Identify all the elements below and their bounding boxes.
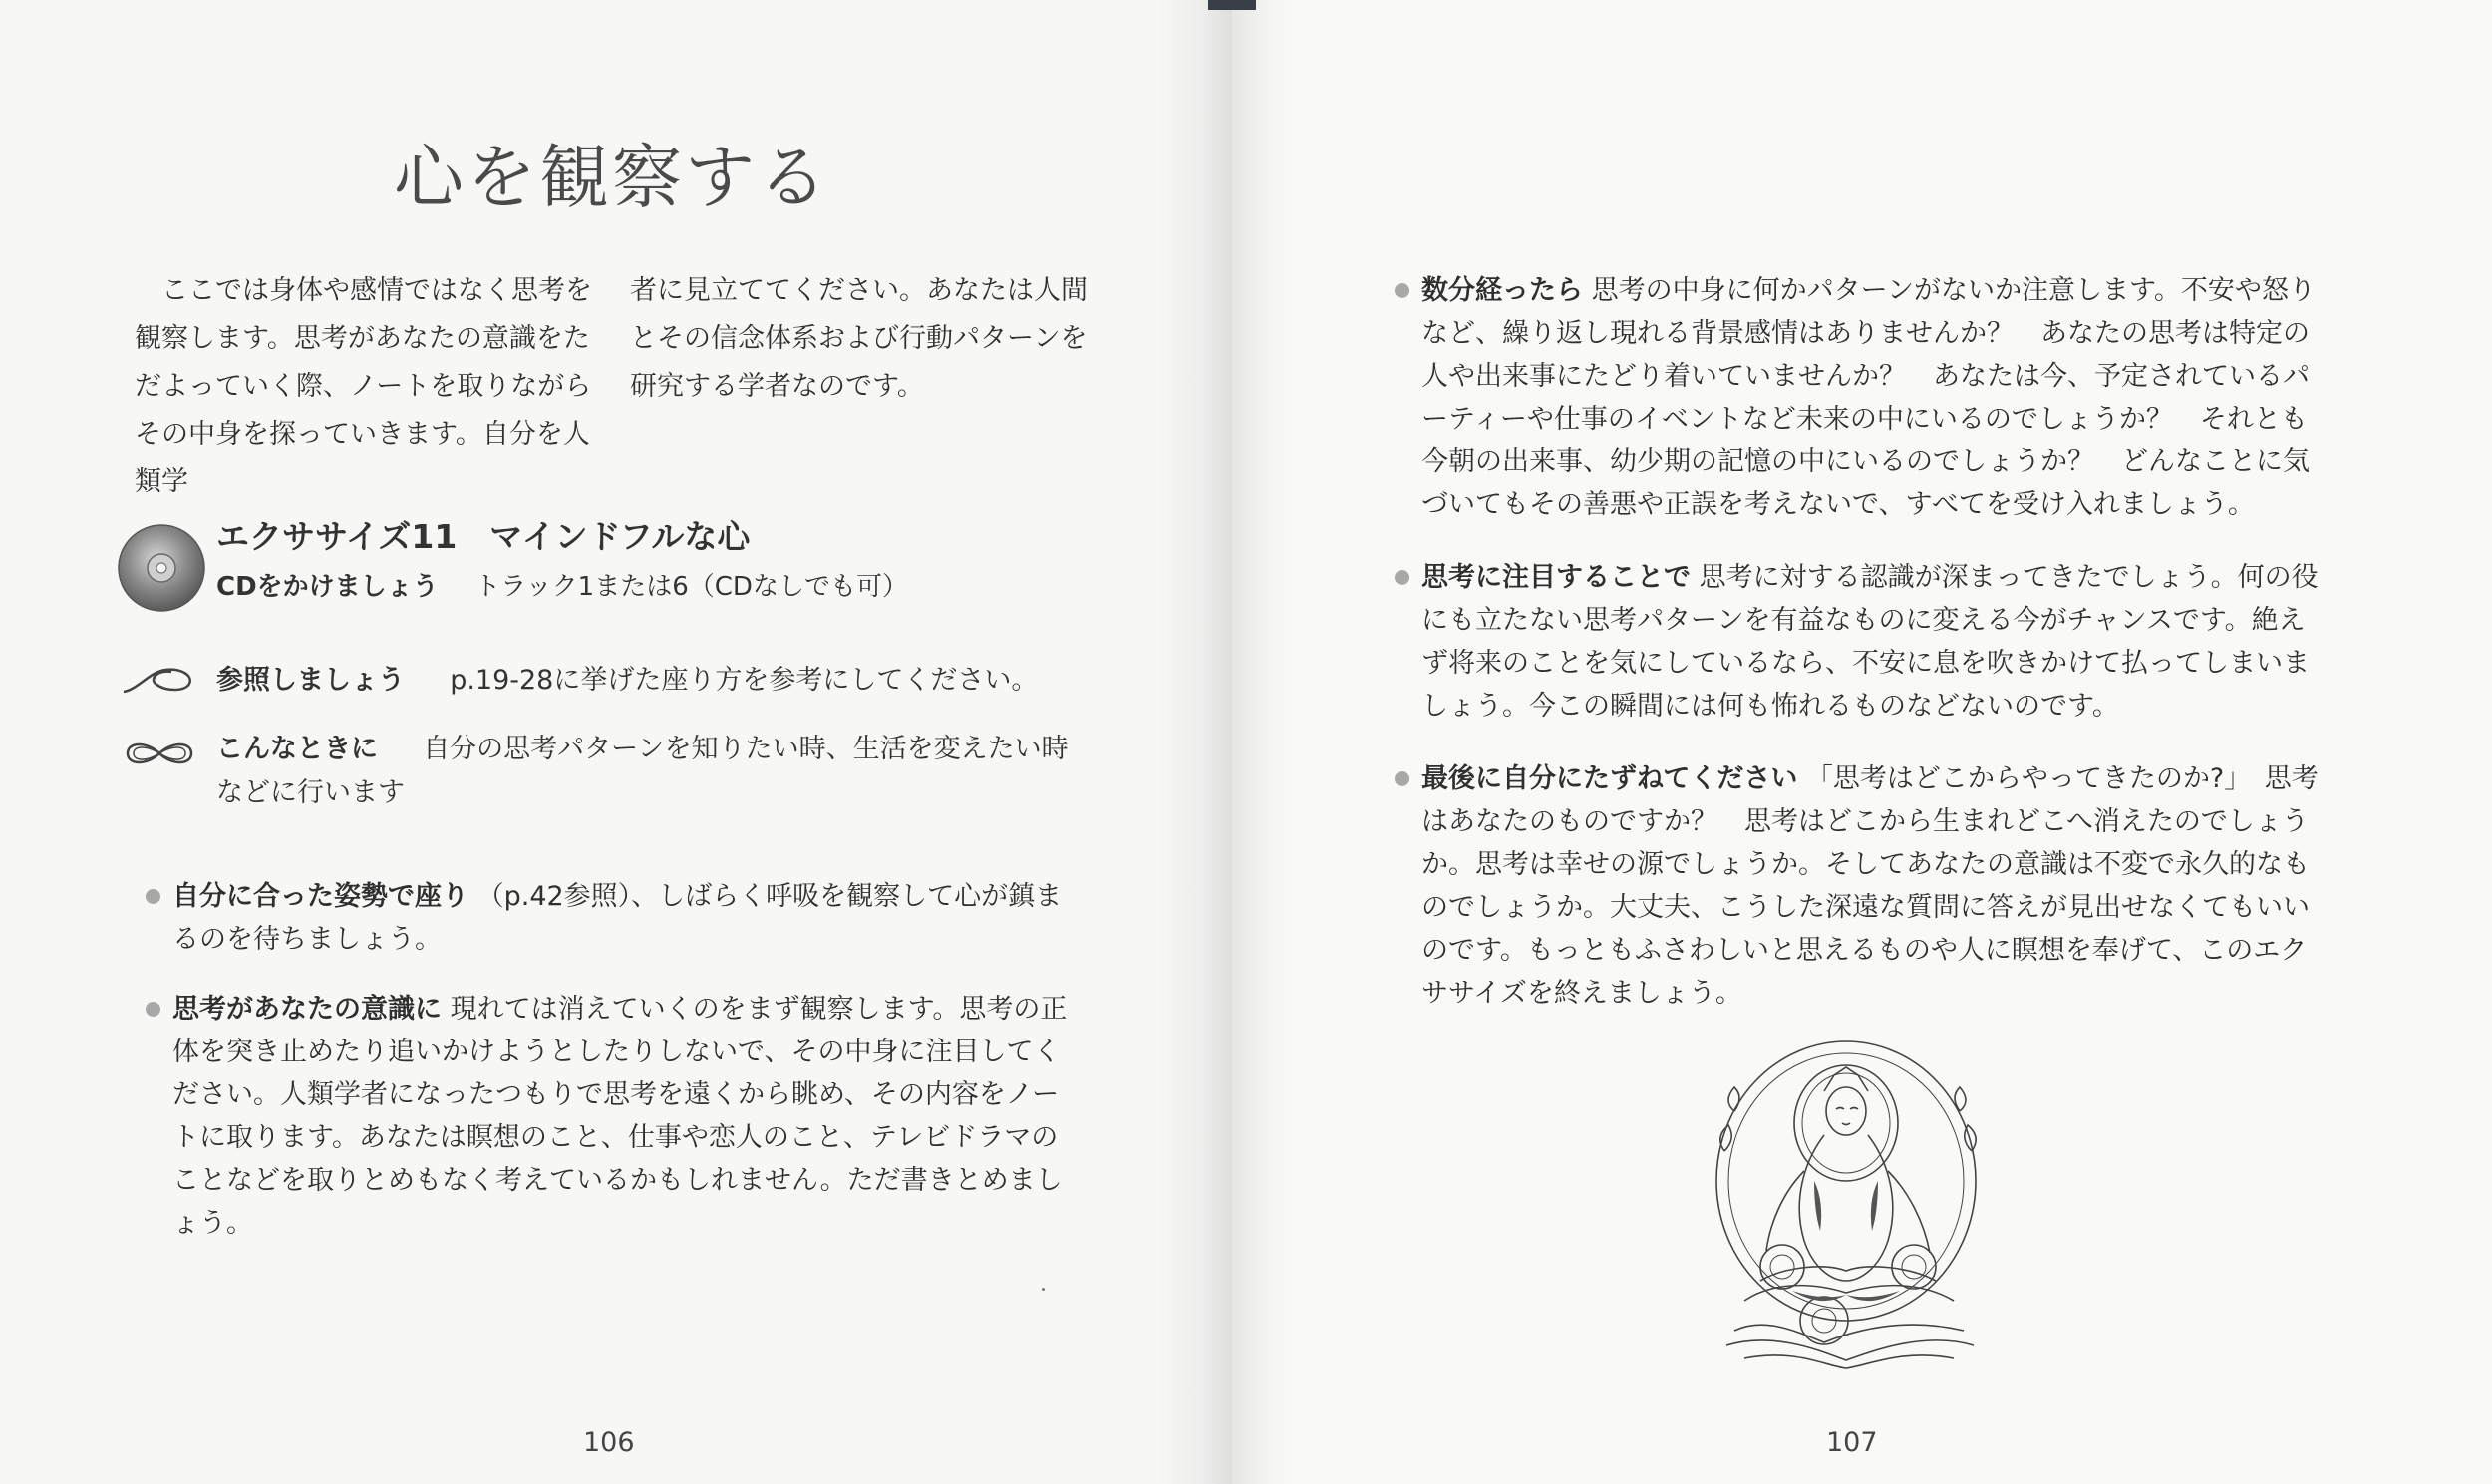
gutter-shadow [1232, 0, 1292, 1484]
book-binding-edge [1208, 0, 1256, 10]
cd-label: CDをかけましょう [216, 572, 439, 602]
bullet-dot [146, 889, 160, 904]
reference-text: p.19-28に挙げた座り方を参考にしてください。 [450, 665, 1039, 696]
intro-column-2: 者に見立ててください。あなたは人間とその信念体系および行動パターンを研究する学者なのです。 [630, 275, 1088, 402]
bullet-lead: 数分経ったら [1421, 275, 1583, 306]
bullet-text: 「思考はどこからやってきたのか?」 思考はあなたのものですか？ 思考はどこから生まれどこへ消えたのでしょうか。思考は幸せの源でしょうか。そしてあなたの意識は不変で永久的なものでしょうか。大丈夫、こうした深遠な質問に答えが見出せなくてもいいのです。もっともふさわしいと思えるものや人に瞑想を奉げて、このエクササイズを終えましょう。 [1421, 763, 2319, 1009]
bullet-dot [1395, 771, 1409, 786]
intro-column-1: ここでは身体や感情ではなく思考を観察します。思考があなたの意識をただよっていく際、ノートを取りながらその中身を探っていきます。自分を人類学 [135, 275, 592, 497]
bullet-lead: 思考があなたの意識に [172, 994, 442, 1025]
list-item [1421, 757, 2324, 1015]
gutter-shadow [1156, 0, 1232, 1484]
reference-label: 参照しましょう [216, 665, 405, 696]
infinity-icon [120, 736, 199, 771]
bullet-text: 現れては消えていくのをまず観察します。思考の正体を突き止めたり追いかけようとしたりしないで、その中身に注目してください。人類学者になったつもりで思考を遠くから眺め、その内容をノートに取ります。あなたは瞑想のこと、仕事や恋人のこと、テレビドラマのことなどを取りとめもなく考えているかもしれません。ただ書きとめましょう。 [172, 994, 1068, 1239]
paper-speck [1042, 1288, 1045, 1291]
bullet-lead: 思考に注目することで [1421, 562, 1691, 593]
bullet-text: （p.42参照）、しばらく呼吸を観察して心が鎮まるのを待ちましょう。 [172, 881, 1063, 955]
cd-instruction [216, 566, 908, 603]
bullet-text: 思考の中身に何かパターンがないか注意します。不安や怒りなど、繰り返し現れる背景感情はありませんか？ あなたの思考は特定の人や出来事にたどり着いていませんか？ あなたは今、予定されているパーティーや仕事のイベントなど未来の中にいるのでしょうか？ それとも今朝の出来事、幼少期の記憶の中にいるのでしょうか？ どんなことに気づいてもその善悪や正誤を考えないで、すべてを受け入れましょう。 [1421, 275, 2316, 520]
bullet-dot [146, 1002, 160, 1017]
page-number: 106 [583, 1427, 635, 1458]
list-item [1421, 556, 2324, 728]
when-text: 自分の思考パターンを知りたい時、生活を変えたい時などに行います [216, 734, 1069, 808]
list-item [172, 875, 1085, 961]
cd-text: トラック1または6（CDなしでも可） [474, 572, 908, 602]
deity-illustration [1675, 1032, 2019, 1375]
bullet-dot [1395, 570, 1409, 585]
page-number: 107 [1826, 1427, 1878, 1458]
bullet-lead: 最後に自分にたずねてください [1421, 763, 1798, 794]
page-title: 心を観察する [394, 137, 830, 218]
bullet-dot [1395, 283, 1409, 298]
list-item [1421, 269, 2324, 526]
list-item [172, 988, 1085, 1245]
when-label: こんなときに [216, 734, 378, 764]
bullet-lead: 自分に合った姿勢で座り [172, 881, 468, 912]
exercise-title: エクササイズ11 マインドフルな心 [216, 517, 751, 556]
cd-icon [117, 523, 206, 613]
left-page [0, 0, 1232, 1484]
bullet-text: 思考に対する認識が深まってきたでしょう。何の役にも立たない思考パターンを有益なものに変える今がチャンスです。絶えず将来のことを気にしているなら、不安に息を吹きかけて払ってしまいましょう。今この瞬間には何も怖れるものなどないのです。 [1421, 562, 2319, 722]
loop-icon [120, 662, 199, 698]
